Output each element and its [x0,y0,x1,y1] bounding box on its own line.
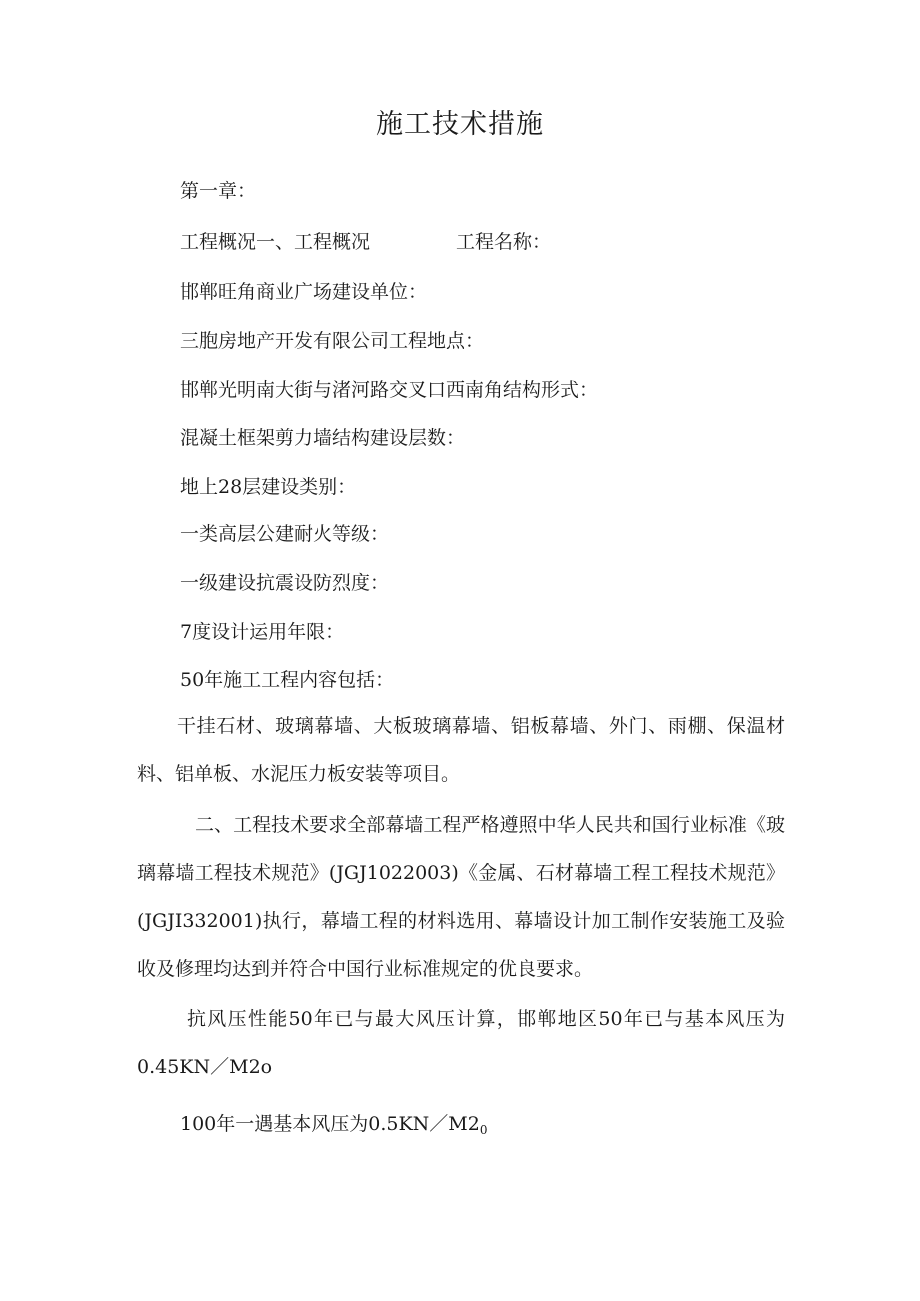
wind-paragraph: 抗风压性能50年已与最大风压计算，邯郸地区50年已与基本风压为0.45KN／M2o [137,1008,785,1078]
info-line: 三胞房地产开发有限公司工程地点： [180,330,485,352]
info-line: 7度设计运用年限： [180,621,345,643]
info-line: 地上28层建设类别： [180,476,357,498]
scope-paragraph: 干挂石材、玻璃幕墙、大板玻璃幕墙、铝板幕墙、外门、雨棚、保温材料、铝单板、水泥压力板安装等项目。 [137,715,785,785]
info-line: 邯郸旺角商业广场建设单位： [180,281,428,303]
project-name-label: 工程名称： [456,231,552,253]
info-line: 混凝土框架剪力墙结构建设层数： [180,427,466,449]
requirements-paragraph: 二、工程技术要求全部幕墙工程严格遵照中华人民共和国行业标准《玻璃幕墙工程技术规范》(JGJ1022003)《金属、石材幕墙工程工程技术规范》(JGJI332001)执行，幕墙工程的材料选用、幕墙设计加工制作安装施工及验收及修理均达到并符合中国行业标准规定的优良要求。 [137,814,785,980]
chapter-label: 第一章： [180,180,257,202]
wind-100-line [180,1111,488,1143]
overview-heading: 工程概况一、工程概况 [180,231,371,253]
wind-100-subscript: 0 [479,1123,488,1137]
document-title: 施工技术措施 [376,109,544,140]
overview-line [180,229,551,255]
info-line: 一类高层公建耐火等级： [180,523,390,545]
info-line: 一级建设抗震设防烈度： [180,572,390,594]
info-line: 邯郸光明南大街与渚河路交叉口西南角结构形式： [180,379,599,401]
info-line: 50年施工工程内容包括： [180,669,395,691]
wind-100-text: 100年一遇基本风压为0.5KN／M2 [180,1113,480,1135]
